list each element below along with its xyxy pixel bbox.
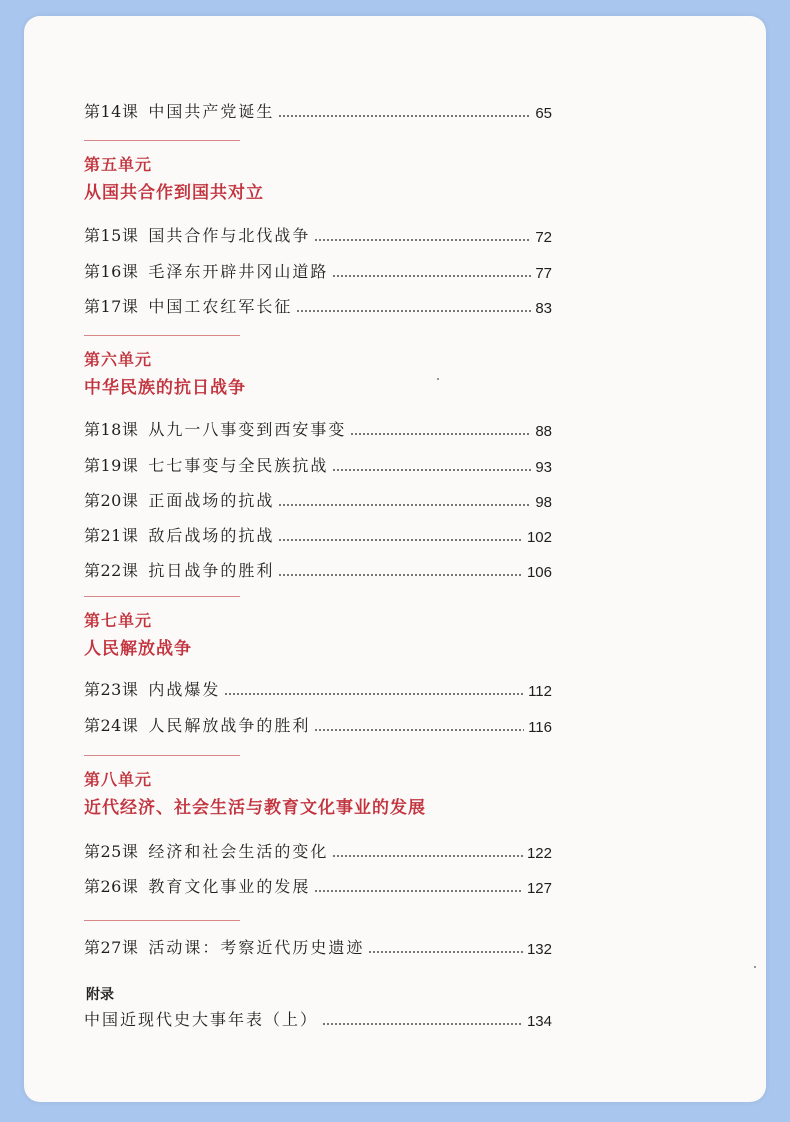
lesson-number: 第15课: [84, 226, 139, 245]
toc-entry-lesson-20[interactable]: [84, 487, 552, 511]
toc-entry-lesson-19[interactable]: [84, 452, 552, 476]
lesson-title: 人民解放战争的胜利: [148, 716, 311, 735]
dot-leader: [332, 275, 531, 277]
toc-entry-lesson-15[interactable]: [84, 222, 552, 246]
lesson-number: 第27课: [84, 938, 139, 957]
lesson-number: 第24课: [84, 716, 139, 735]
unit-divider: [84, 596, 240, 597]
toc-entry-lesson-25[interactable]: [84, 838, 552, 862]
toc-entry-lesson-17[interactable]: [84, 293, 552, 317]
lesson-title: 内战爆发: [148, 680, 221, 699]
toc-entry-lesson-23[interactable]: [84, 676, 552, 700]
unit-6-title: 中华民族的抗日战争: [84, 378, 246, 398]
unit-8-label: 第八单元: [84, 770, 153, 789]
lesson-title: 抗日战争的胜利: [148, 561, 275, 580]
lesson-title: 正面战场的抗战: [148, 491, 275, 510]
lesson-number: 第20课: [84, 491, 139, 510]
toc-entry-lesson-21[interactable]: [84, 522, 552, 546]
dot-leader: [332, 469, 531, 471]
page-number: 122: [526, 845, 552, 862]
lesson-title: 从九一八事变到西安事变: [148, 420, 347, 439]
lesson-number: 第17课: [84, 297, 139, 316]
page-number: 134: [526, 1013, 552, 1030]
dot-leader: [278, 574, 523, 576]
page-number: 132: [526, 941, 552, 958]
lesson-title: 活动课：考察近代历史遗迹: [148, 938, 365, 957]
unit-7-label: 第七单元: [84, 611, 153, 630]
page-number: 88: [535, 423, 552, 440]
toc-entry-lesson-24[interactable]: [84, 712, 552, 736]
lesson-number: 第14课: [84, 102, 139, 121]
dot-leader: [322, 1023, 523, 1025]
page-number: 127: [526, 880, 552, 897]
page-number: 98: [535, 494, 552, 511]
page-number: 106: [526, 564, 552, 581]
lesson-title: 教育文化事业的发展: [148, 877, 311, 896]
toc-entry-lesson-18[interactable]: [84, 416, 552, 440]
book-page: [24, 16, 766, 1102]
page-number: 102: [526, 529, 552, 546]
dot-leader: [350, 433, 531, 435]
page-number: 93: [535, 459, 552, 476]
lesson-number: 第25课: [84, 842, 139, 861]
lesson-number: 第18课: [84, 420, 139, 439]
dot-leader: [296, 310, 531, 312]
unit-8-title: 近代经济、社会生活与教育文化事业的发展: [84, 798, 426, 818]
lesson-number: 第22课: [84, 561, 139, 580]
lesson-number: 第26课: [84, 877, 139, 896]
unit-divider: [84, 140, 240, 141]
lesson-title: 七七事变与全民族抗战: [148, 456, 329, 475]
toc-entry-lesson-16[interactable]: [84, 258, 552, 282]
dot-leader: [368, 951, 523, 953]
toc-entry-appendix-timeline[interactable]: [84, 1006, 552, 1030]
lesson-title: 经济和社会生活的变化: [148, 842, 329, 861]
unit-5-label: 第五单元: [84, 155, 153, 174]
unit-divider: [84, 335, 240, 336]
dot-leader: [314, 239, 531, 241]
lesson-title: 毛泽东开辟井冈山道路: [148, 262, 329, 281]
page-number: 116: [528, 719, 552, 736]
page-number: 112: [528, 683, 552, 700]
lesson-title: 国共合作与北伐战争: [148, 226, 311, 245]
lesson-number: 第16课: [84, 262, 139, 281]
page-number: 65: [535, 105, 552, 122]
unit-divider: [84, 755, 240, 756]
dot-leader: [332, 855, 523, 857]
unit-6-label: 第六单元: [84, 350, 153, 369]
unit-divider: [84, 920, 240, 921]
lesson-number: 第21课: [84, 526, 139, 545]
lesson-title: 中国共产党诞生: [148, 102, 275, 121]
page-number: 77: [535, 265, 552, 282]
lesson-number: 第23课: [84, 680, 139, 699]
table-of-contents: [24, 16, 766, 1102]
lesson-title: 中国工农红军长征: [148, 297, 293, 316]
page-number: 83: [535, 300, 552, 317]
dot-leader: [278, 539, 523, 541]
lesson-number: 第19课: [84, 456, 139, 475]
paper-speck: [437, 378, 439, 380]
appendix-title: 中国近现代史大事年表（上）: [84, 1010, 319, 1029]
lesson-title: 敌后战场的抗战: [148, 526, 275, 545]
dot-leader: [314, 890, 523, 892]
dot-leader: [224, 693, 524, 695]
paper-speck: [754, 966, 756, 968]
page-number: 72: [535, 229, 552, 246]
dot-leader: [278, 504, 531, 506]
toc-entry-lesson-27[interactable]: [84, 934, 552, 958]
appendix-label: 附录: [86, 986, 114, 1002]
unit-7-title: 人民解放战争: [84, 639, 192, 659]
dot-leader: [278, 115, 531, 117]
toc-entry-lesson-14[interactable]: [84, 98, 552, 122]
dot-leader: [314, 729, 524, 731]
toc-entry-lesson-22[interactable]: [84, 557, 552, 581]
unit-5-title: 从国共合作到国共对立: [84, 183, 264, 203]
toc-entry-lesson-26[interactable]: [84, 873, 552, 897]
